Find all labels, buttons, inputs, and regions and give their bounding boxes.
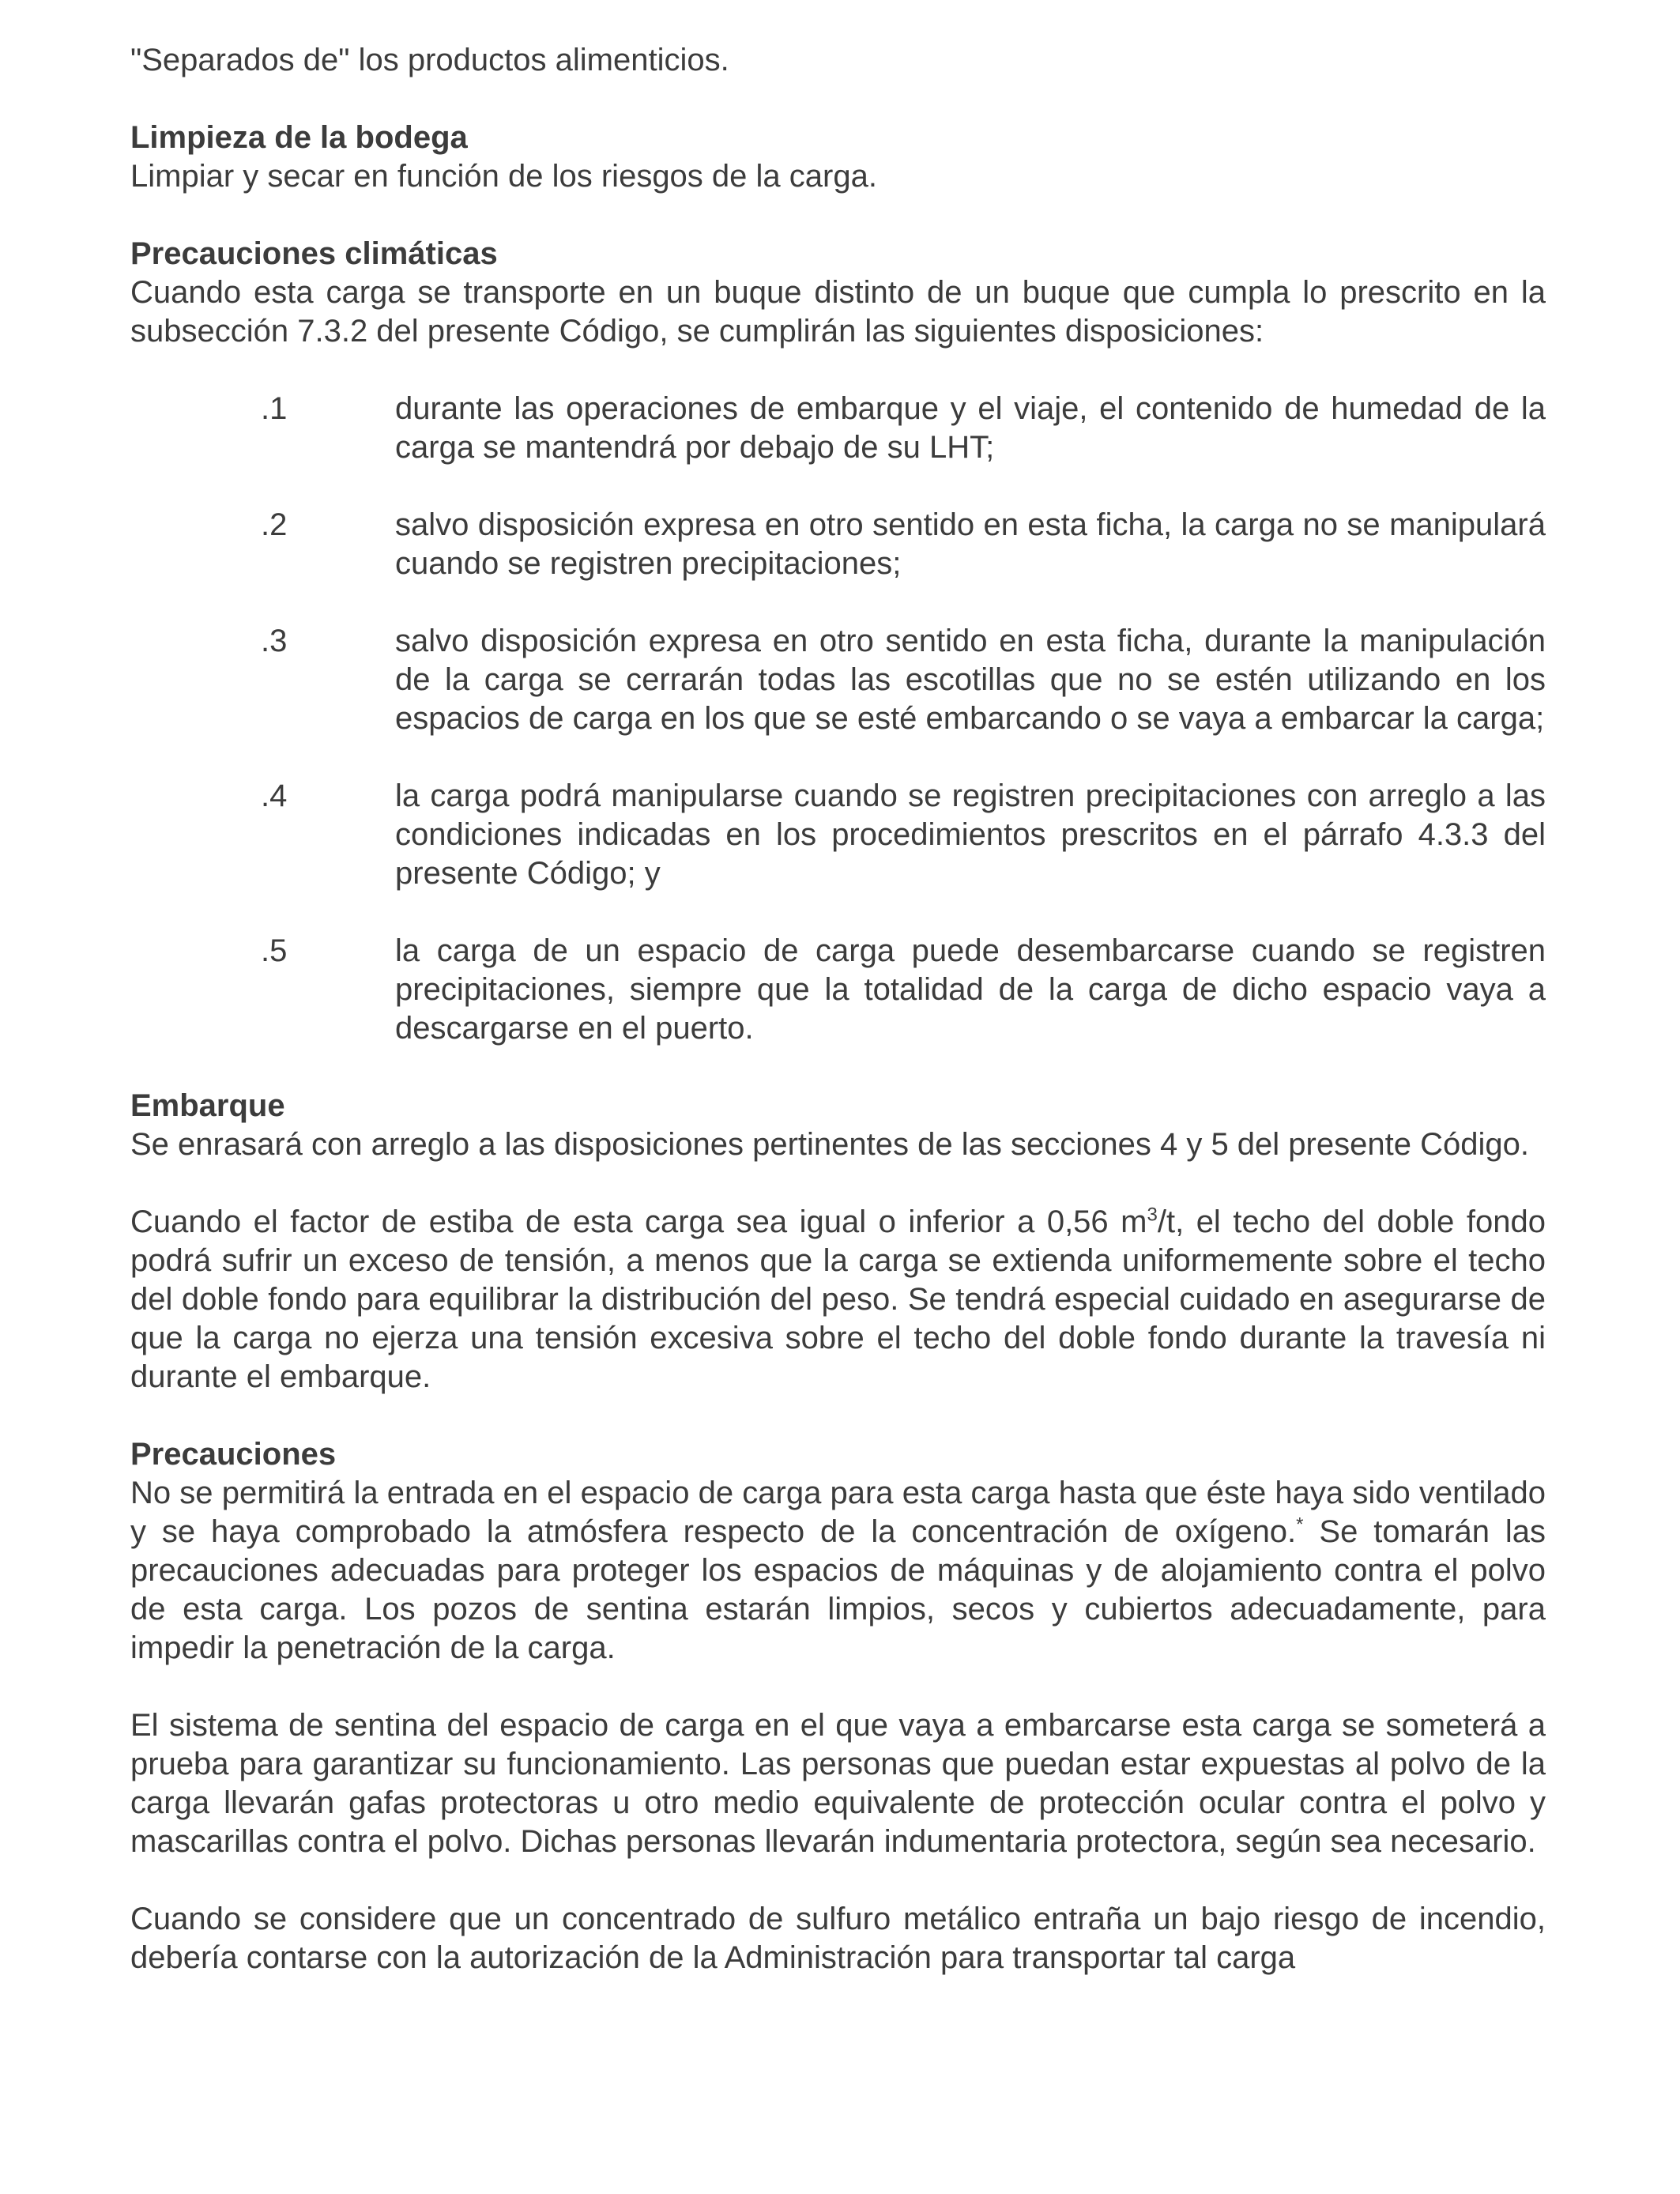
paragraph-text: /t, el techo del doble fondo podrá sufrir un exceso de tensión, a menos que la carga se extienda uniformemente sobre el techo del doble fondo para equilibrar la distribución del peso. Se tendrá especial cuidado en asegurarse de que la carga no ejerza una tensión excesiva sobre el techo del doble fondo durante la travesía ni durante el embarque. bbox=[130, 1204, 1546, 1394]
list-item bbox=[130, 932, 1546, 1048]
list-item-number: .1 bbox=[261, 391, 288, 426]
list-item bbox=[130, 777, 1546, 893]
paragraph-stowage-factor bbox=[130, 1203, 1546, 1397]
section-heading-limpieza: Limpieza de la bodega bbox=[130, 120, 468, 155]
list-item-number: .5 bbox=[261, 933, 288, 968]
list-item-text: salvo disposición expresa en otro sentido en esta ficha, durante la manipulación de la carga se cerrarán todas las escotillas que no se estén utilizando en los espacios de carga en los que se esté embarcando o se vaya a embarcar la carga; bbox=[395, 624, 1546, 736]
section-heading-climaticas: Precauciones climáticas bbox=[130, 236, 498, 271]
list-item-text: durante las operaciones de embarque y el viaje, el contenido de humedad de la carga se mantendrá por debajo de su LHT; bbox=[395, 391, 1546, 465]
paragraph-text: Cuando el factor de estiba de esta carga sea igual o inferior a 0,56 m bbox=[130, 1204, 1147, 1239]
section-text-limpieza: Limpiar y secar en función de los riesgos de la carga. bbox=[130, 159, 877, 194]
section-heading-embarque: Embarque bbox=[130, 1088, 285, 1123]
section-heading-precauciones: Precauciones bbox=[130, 1437, 337, 1472]
footnote-mark[interactable]: * bbox=[1296, 1514, 1304, 1536]
list-item-number: .2 bbox=[261, 507, 288, 542]
paragraph-text: No se permitirá la entrada en el espacio de carga para esta carga hasta que éste haya sido ventilado y se haya comprobado la atmósfera respecto de la concentración de oxígeno. bbox=[130, 1476, 1546, 1549]
list-item-number: .4 bbox=[261, 778, 288, 813]
list-item-text: salvo disposición expresa en otro sentido en esta ficha, la carga no se manipulará cuando se registren precipitaciones; bbox=[395, 507, 1546, 581]
list-item bbox=[130, 506, 1546, 583]
list-item bbox=[130, 390, 1546, 467]
superscript: 3 bbox=[1147, 1204, 1158, 1226]
intro-line: "Separados de" los productos alimenticios. bbox=[130, 43, 729, 77]
section-text-embarque: Se enrasará con arreglo a las disposiciones pertinentes de las secciones 4 y 5 del presente Código. bbox=[130, 1127, 1529, 1162]
paragraph-precauciones-3: Cuando se considere que un concentrado de sulfuro metálico entraña un bajo riesgo de incendio, debería contarse con la autorización de la Administración para transportar tal carga bbox=[130, 1902, 1546, 1975]
list-item-number: .3 bbox=[261, 624, 288, 658]
paragraph-text: Se tomarán las precauciones adecuadas para proteger los espacios de máquinas y de alojamiento contra el polvo de esta carga. Los pozos de sentina estarán limpios, secos y cubiertos adecuadamente, para impedir la penetración de la carga. bbox=[130, 1514, 1546, 1665]
section-text-climaticas: Cuando esta carga se transporte en un buque distinto de un buque que cumpla lo prescrito en la subsección 7.3.2 del presente Código, se cumplirán las siguientes disposiciones: bbox=[130, 275, 1546, 349]
list-item-text: la carga podrá manipularse cuando se registren precipitaciones con arreglo a las condiciones indicadas en los procedimientos prescritos en el párrafo 4.3.3 del presente Código; y bbox=[395, 778, 1546, 891]
list-item bbox=[130, 622, 1546, 738]
paragraph-precauciones-1 bbox=[130, 1474, 1546, 1668]
paragraph-precauciones-2: El sistema de sentina del espacio de carga en el que vaya a embarcarse esta carga se someterá a prueba para garantizar su funcionamiento. Las personas que puedan estar expuestas al polvo de la carga llevarán gafas protectoras u otro medio equivalente de protección ocular contra el polvo y mascarillas contra el polvo. Dichas personas llevarán indumentaria protectora, según sea necesario. bbox=[130, 1708, 1546, 1859]
list-item-text: la carga de un espacio de carga puede desembarcarse cuando se registren precipitaciones, siempre que la totalidad de la carga de dicho espacio vaya a descargarse en el puerto. bbox=[395, 933, 1546, 1046]
